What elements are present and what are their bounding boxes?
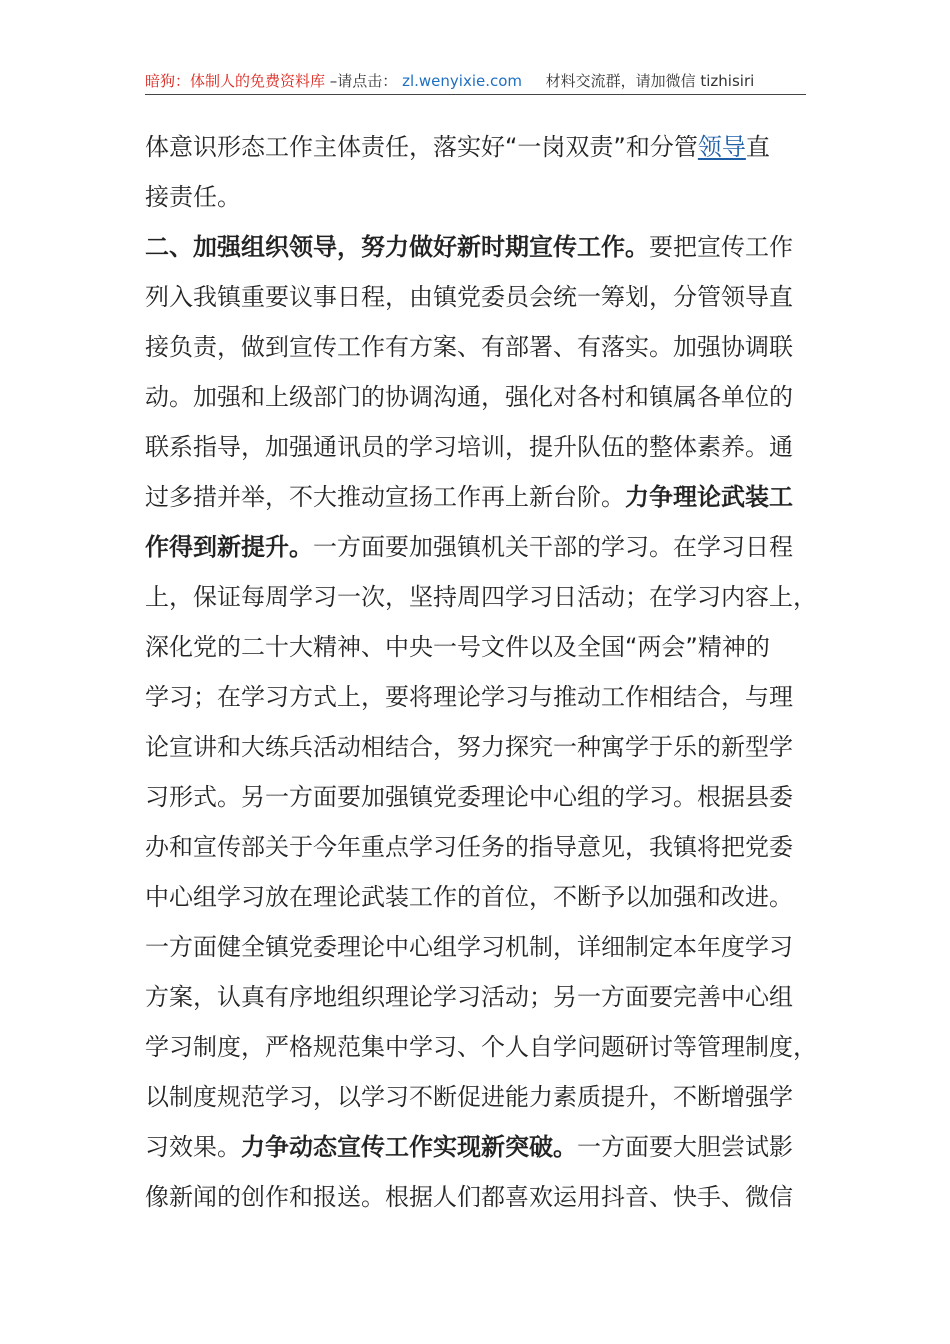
line-text: 过多措并举，不大推动宣扬工作再上新台阶。 (145, 483, 625, 511)
leadership-link[interactable]: 领导 (697, 133, 746, 161)
text-line: 上，保证每周学习一次，坚持周四学习日活动；在学习内容上， (145, 583, 817, 611)
header-url-link[interactable]: zl.wenyixie.com (402, 72, 523, 90)
text-line: 中心组学习放在理论武装工作的首位，不断予以加强和改进。 (145, 883, 793, 911)
text-line: 办和宣传部关于今年重点学习任务的指导意见，我镇将把党委 (145, 833, 793, 861)
text-line: 联系指导，加强通讯员的学习培训，提升队伍的整体素养。通 (145, 433, 793, 461)
text-line: 深化党的二十大精神、中央一号文件以及全国“两会”精神的 (145, 633, 770, 661)
text-line: 学习；在学习方式上，要将理论学习与推动工作相结合，与理 (145, 683, 793, 711)
document-body (145, 122, 817, 1222)
text-line (145, 222, 805, 272)
text-line: 像新闻的创作和报送。根据人们都喜欢运用抖音、快手、微信 (145, 1183, 793, 1211)
line-text: 要把宣传工作 (649, 233, 793, 261)
header-group-note: 材料交流群，请加微信 tizhisiri (545, 72, 755, 90)
text-line: 习形式。另一方面要加强镇党委理论中心组的学习。根据县委 (145, 783, 793, 811)
text-line: 接负责，做到宣传工作有方案、有部署、有落实。加强协调联 (145, 333, 793, 361)
bold-subheading: 作得到新提升。 (145, 533, 313, 561)
bold-subheading: 力争动态宣传工作实现新突破。 (241, 1133, 577, 1161)
header-click-prompt: –请点击： (329, 72, 398, 90)
line-text: 一方面要加强镇机关干部的学习。在学习日程 (313, 533, 793, 561)
text-line: 列入我镇重要议事日程，由镇党委员会统一筹划，分管领导直 (145, 283, 793, 311)
bold-subheading: 力争理论武装工 (625, 483, 793, 511)
header-site-name: 暗狗：体制人的免费资料库 (145, 72, 326, 90)
line-text: 一方面要大胆尝试影 (577, 1133, 793, 1161)
text-line: 学习制度，严格规范集中学习、个人自学问题研讨等管理制度， (145, 1033, 817, 1061)
text-line: 一方面健全镇党委理论中心组学习机制，详细制定本年度学习 (145, 933, 793, 961)
text-line: 以制度规范学习，以学习不断促进能力素质提升，不断增强学 (145, 1083, 793, 1111)
text-line (145, 1122, 805, 1172)
line-text: 体意识形态工作主体责任，落实好“一岗双责”和分管 (145, 133, 698, 161)
text-line: 动。加强和上级部门的协调沟通，强化对各村和镇属各单位的 (145, 383, 793, 411)
text-line (145, 522, 805, 572)
section-heading: 二、加强组织领导，努力做好新时期宣传工作。 (145, 233, 649, 261)
text-line: 接责任。 (145, 183, 241, 211)
text-line: 方案，认真有序地组织理论学习活动；另一方面要完善中心组 (145, 983, 793, 1011)
text-line (145, 472, 805, 522)
text-line (145, 122, 805, 172)
line-text: 直 (745, 133, 770, 161)
text-line: 论宣讲和大练兵活动相结合，努力探究一种寓学于乐的新型学 (145, 733, 793, 761)
line-text: 习效果。 (145, 1133, 241, 1161)
page-header (145, 68, 806, 95)
